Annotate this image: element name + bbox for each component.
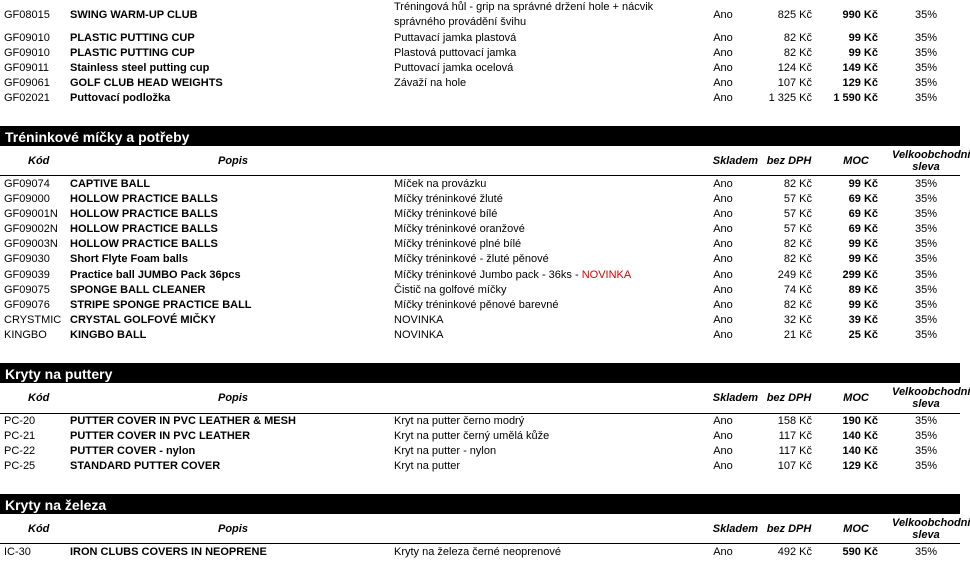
price-net: 82 Kč <box>783 46 812 59</box>
table-body <box>0 0 960 106</box>
price-table-practice-balls <box>0 146 970 343</box>
table-header-row <box>0 146 960 176</box>
product-code: GF09002N <box>4 223 58 236</box>
product-description <box>392 222 688 237</box>
stock-status: Ano <box>713 444 733 457</box>
description-text: NOVINKA <box>394 329 444 342</box>
discount: 35% <box>915 223 938 236</box>
price-retail: 99 Kč <box>848 46 878 59</box>
product-description <box>392 443 688 458</box>
header-moc: MOC <box>820 383 892 413</box>
stock-status: Ano <box>713 177 733 190</box>
spacer <box>0 343 960 363</box>
stock-status: Ano <box>713 77 733 90</box>
product-code: GF09011 <box>4 61 50 74</box>
description-text: Kryt na putter <box>394 460 461 473</box>
price-retail: 39 Kč <box>848 314 879 327</box>
product-description <box>392 282 688 297</box>
product-name: Practice ball JUMBO Pack 36pcs <box>70 268 241 281</box>
price-retail: 99 Kč <box>848 253 879 266</box>
table-row <box>0 459 960 474</box>
discount: 35% <box>915 299 938 312</box>
price-net: 57 Kč <box>783 192 813 205</box>
description-text: Míčky tréninkové plné bílé <box>394 238 522 251</box>
price-net: 82 Kč <box>783 31 812 44</box>
discount: 35% <box>915 283 938 296</box>
price-net: 82 Kč <box>783 253 813 266</box>
discount: 35% <box>915 414 938 427</box>
product-description <box>392 191 688 206</box>
stock-status: Ano <box>713 46 733 59</box>
price-retail: 25 Kč <box>848 329 879 342</box>
product-name: PUTTER COVER - nylon <box>70 444 196 457</box>
product-description <box>392 252 688 267</box>
table-row <box>0 443 960 458</box>
spacer <box>0 106 960 126</box>
price-retail: 69 Kč <box>848 223 879 236</box>
price-net: 107 Kč <box>777 77 812 90</box>
stock-status: Ano <box>713 61 733 74</box>
section-title: Tréninkové míčky a potřeby <box>0 126 960 146</box>
product-code: GF09010 <box>4 46 50 59</box>
table-row <box>0 76 960 91</box>
header-code: Kód <box>0 383 70 413</box>
header-stock: Skladem <box>688 146 758 176</box>
price-retail: 1 590 Kč <box>833 92 878 105</box>
header-discount <box>892 146 970 176</box>
product-code: GF09074 <box>4 177 50 190</box>
product-name: PUTTER COVER IN PVC LEATHER <box>70 429 251 442</box>
price-net: 107 Kč <box>777 460 813 473</box>
product-code: GF09030 <box>4 253 50 266</box>
price-retail: 299 Kč <box>842 268 879 281</box>
table-row <box>0 313 960 328</box>
product-code: GF09010 <box>4 31 50 44</box>
header-desc: Popis <box>70 146 688 176</box>
price-net: 74 Kč <box>783 283 813 296</box>
product-description <box>392 206 688 221</box>
price-retail: 89 Kč <box>848 283 879 296</box>
product-name: CRYSTAL GOLFOVÉ MIČKY <box>70 314 216 327</box>
stock-status: Ano <box>713 414 733 427</box>
header-discount-line1: Velkoobchodní <box>892 148 970 161</box>
description-text: Míčky tréninkové pěnové barevné <box>394 299 559 312</box>
discount: 35% <box>914 9 938 21</box>
stock-status: Ano <box>713 283 733 296</box>
stock-status: Ano <box>713 299 733 312</box>
product-name: HOLLOW PRACTICE BALLS <box>70 207 218 220</box>
header-discount <box>892 514 970 544</box>
table-body <box>0 413 960 474</box>
description-text: NOVINKA <box>394 314 444 327</box>
header-net: bez DPH <box>758 146 820 176</box>
spacer <box>0 474 960 494</box>
product-code: GF09061 <box>4 77 50 90</box>
discount: 35% <box>915 429 938 442</box>
table-row <box>0 176 960 191</box>
discount: 35% <box>915 460 938 473</box>
price-retail: 99 Kč <box>848 238 879 251</box>
product-description <box>392 237 688 252</box>
price-retail: 99 Kč <box>848 299 879 312</box>
price-retail: 99 Kč <box>848 31 878 44</box>
product-name: KINGBO BALL <box>70 329 147 342</box>
stock-status: Ano <box>713 223 733 236</box>
product-description <box>392 313 688 328</box>
product-code: PC-21 <box>4 429 36 442</box>
product-description <box>392 267 688 282</box>
description-text: Míčky tréninkové Jumbo pack - 36ks - <box>394 268 582 281</box>
price-retail: 129 Kč <box>842 77 878 90</box>
price-retail: 99 Kč <box>848 177 879 190</box>
product-description <box>392 428 688 443</box>
discount: 35% <box>915 268 938 281</box>
table-row <box>0 252 960 267</box>
description-text: Kryt na putter černý umělá kůže <box>394 429 550 442</box>
price-retail: 129 Kč <box>842 460 879 473</box>
table-row <box>0 0 960 30</box>
discount: 35% <box>914 31 938 44</box>
description-text: Míček na provázku <box>394 177 487 190</box>
product-name: Puttovací podložka <box>70 92 171 105</box>
price-net: 249 Kč <box>777 268 813 281</box>
product-name: SPONGE BALL CLEANER <box>70 283 206 296</box>
price-retail: 190 Kč <box>842 414 879 427</box>
product-name: Short Flyte Foam balls <box>70 253 188 266</box>
stock-status: Ano <box>713 92 733 105</box>
product-description <box>392 459 688 474</box>
section-title: Kryty na puttery <box>0 363 960 383</box>
stock-status: Ano <box>713 460 733 473</box>
price-net: 32 Kč <box>783 314 813 327</box>
product-code: GF09001N <box>4 207 58 220</box>
product-code: PC-22 <box>4 444 36 457</box>
stock-status: Ano <box>713 31 733 44</box>
header-net: bez DPH <box>758 383 820 413</box>
discount: 35% <box>915 545 938 558</box>
description-text: Kryt na putter - nylon <box>394 444 497 457</box>
price-table-putter-covers <box>0 383 970 474</box>
price-table-iron-covers <box>0 514 970 559</box>
stock-status: Ano <box>713 207 733 220</box>
product-description <box>392 76 688 91</box>
product-description <box>392 30 688 45</box>
header-desc: Popis <box>70 383 688 413</box>
header-discount-line1: Velkoobchodní <box>892 385 970 398</box>
table-row <box>0 91 960 106</box>
description-text: Kryty na železa černé neoprenové <box>394 545 561 558</box>
discount: 35% <box>915 192 938 205</box>
description-text: Čistič na golfové míčky <box>394 283 507 296</box>
product-name: PLASTIC PUTTING CUP <box>70 31 195 44</box>
table-row <box>0 45 960 60</box>
product-code: GF09039 <box>4 268 50 281</box>
discount: 35% <box>915 238 938 251</box>
section-title: Kryty na železa <box>0 494 960 514</box>
product-code: CRYSTMIC <box>4 314 62 327</box>
product-description <box>392 413 688 428</box>
product-name: HOLLOW PRACTICE BALLS <box>70 223 218 236</box>
price-retail: 69 Kč <box>848 192 879 205</box>
product-code: GF09000 <box>4 192 50 205</box>
product-name: Stainless steel putting cup <box>70 61 210 74</box>
header-moc: MOC <box>820 514 892 544</box>
product-code: GF08015 <box>4 9 50 21</box>
discount: 35% <box>915 314 938 327</box>
product-description <box>392 328 688 343</box>
description-text: Puttavací jamka plastová <box>394 31 517 44</box>
price-net: 82 Kč <box>783 177 813 190</box>
price-net: 124 Kč <box>777 61 812 74</box>
product-description <box>392 544 688 559</box>
product-name: PLASTIC PUTTING CUP <box>70 46 195 59</box>
table-header-row <box>0 383 960 413</box>
product-description <box>392 0 688 30</box>
price-net: 82 Kč <box>783 238 813 251</box>
discount: 35% <box>914 46 938 59</box>
stock-status: Ano <box>713 545 733 558</box>
product-code: PC-20 <box>4 414 36 427</box>
table-row <box>0 222 960 237</box>
product-name: STRIPE SPONGE PRACTICE BALL <box>70 299 252 312</box>
description-text: Míčky tréninkové bílé <box>394 207 498 220</box>
price-net: 57 Kč <box>783 223 813 236</box>
header-discount-line2: sleva <box>912 528 940 541</box>
header-discount-line2: sleva <box>912 397 940 410</box>
table-body <box>0 176 960 343</box>
table-row <box>0 30 960 45</box>
product-code: GF09003N <box>4 238 58 251</box>
product-name: HOLLOW PRACTICE BALLS <box>70 192 218 205</box>
product-code: GF09076 <box>4 299 50 312</box>
header-discount-line2: sleva <box>912 160 940 173</box>
table-row <box>0 60 960 75</box>
stock-status: Ano <box>713 9 733 21</box>
price-retail: 590 Kč <box>842 545 879 558</box>
price-net: 117 Kč <box>778 429 813 442</box>
price-net: 825 Kč <box>777 9 812 21</box>
table-row <box>0 328 960 343</box>
table-row <box>0 237 960 252</box>
discount: 35% <box>914 77 938 90</box>
price-net: 57 Kč <box>783 207 813 220</box>
product-code: GF02021 <box>4 92 50 105</box>
product-description <box>392 60 688 75</box>
discount: 35% <box>915 177 938 190</box>
product-name: SWING WARM-UP CLUB <box>70 9 198 21</box>
product-description <box>392 297 688 312</box>
product-code: IC-30 <box>4 545 31 558</box>
header-desc: Popis <box>70 514 688 544</box>
product-name: PUTTER COVER IN PVC LEATHER & MESH <box>70 414 296 427</box>
price-retail: 149 Kč <box>842 61 878 74</box>
description-text: Puttovací jamka ocelová <box>394 61 514 74</box>
table-row <box>0 544 960 559</box>
product-description <box>392 45 688 60</box>
description-text: Míčky tréninkové žluté <box>394 192 503 205</box>
table-row <box>0 191 960 206</box>
description-text: Tréningová hůl - grip na správné držení hole + nácvik správného provádění švihu <box>394 1 654 28</box>
price-retail: 140 Kč <box>842 444 879 457</box>
new-badge: NOVINKA <box>581 268 632 281</box>
header-discount-line1: Velkoobchodní <box>892 516 970 529</box>
description-text: Míčky tréninkové - žluté pěnové <box>394 253 549 266</box>
price-net: 1 325 Kč <box>768 92 812 105</box>
price-net: 117 Kč <box>778 444 813 457</box>
price-net: 21 Kč <box>783 329 813 342</box>
description-text: Plastová puttovací jamka <box>394 46 517 59</box>
header-code: Kód <box>0 146 70 176</box>
description-text: Závaží na hole <box>394 77 467 90</box>
table-header-row <box>0 514 960 544</box>
description-text: Kryt na putter černo modrý <box>394 414 525 427</box>
table-row <box>0 297 960 312</box>
discount: 35% <box>915 444 938 457</box>
price-net: 492 Kč <box>777 545 813 558</box>
header-moc: MOC <box>820 146 892 176</box>
table-row <box>0 206 960 221</box>
price-retail: 140 Kč <box>842 429 879 442</box>
product-name: IRON CLUBS COVERS IN NEOPRENE <box>70 545 267 558</box>
table-row <box>0 282 960 297</box>
stock-status: Ano <box>713 329 733 342</box>
discount: 35% <box>915 207 938 220</box>
discount: 35% <box>914 92 938 105</box>
stock-status: Ano <box>713 314 733 327</box>
table-body <box>0 544 960 559</box>
discount: 35% <box>915 329 938 342</box>
table-row <box>0 413 960 428</box>
product-name: GOLF CLUB HEAD WEIGHTS <box>70 77 223 90</box>
stock-status: Ano <box>713 192 733 205</box>
product-name: HOLLOW PRACTICE BALLS <box>70 238 218 251</box>
header-stock: Skladem <box>688 383 758 413</box>
stock-status: Ano <box>713 429 733 442</box>
header-discount <box>892 383 970 413</box>
discount: 35% <box>914 61 938 74</box>
price-retail: 69 Kč <box>848 207 879 220</box>
product-code: GF09075 <box>4 283 50 296</box>
product-description <box>392 176 688 191</box>
price-retail: 990 Kč <box>842 9 878 21</box>
product-code: KINGBO <box>4 329 47 342</box>
product-code: PC-25 <box>4 460 36 473</box>
product-description <box>392 91 688 106</box>
price-table-training-aids <box>0 0 960 106</box>
price-net: 158 Kč <box>777 414 813 427</box>
discount: 35% <box>915 253 938 266</box>
table-row <box>0 428 960 443</box>
product-name: CAPTIVE BALL <box>70 177 151 190</box>
description-text: Míčky tréninkové oranžové <box>394 223 525 236</box>
stock-status: Ano <box>713 268 733 281</box>
stock-status: Ano <box>713 238 733 251</box>
stock-status: Ano <box>713 253 733 266</box>
header-code: Kód <box>0 514 70 544</box>
header-stock: Skladem <box>688 514 758 544</box>
product-name: STANDARD PUTTER COVER <box>70 460 221 473</box>
header-net: bez DPH <box>758 514 820 544</box>
price-net: 82 Kč <box>783 299 813 312</box>
table-row <box>0 267 960 282</box>
